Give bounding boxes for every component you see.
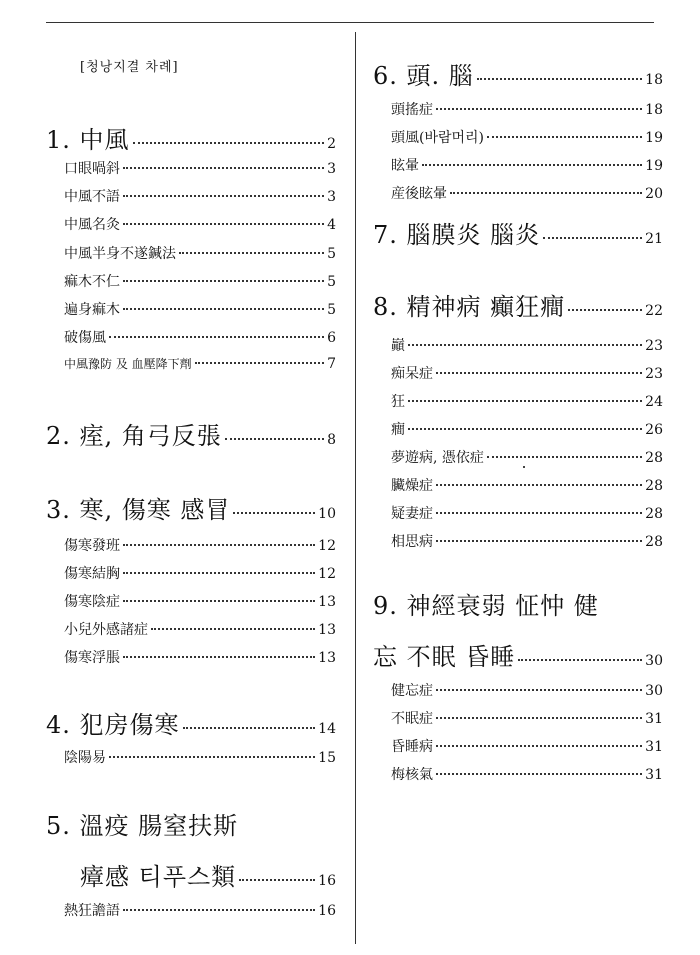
page-number: 23 xyxy=(645,338,663,354)
toc-sub-entry[interactable] xyxy=(64,591,336,611)
page-number: 30 xyxy=(645,653,663,669)
dot-leader xyxy=(123,544,315,546)
dot-leader xyxy=(183,727,316,729)
dot-leader xyxy=(133,142,325,144)
entry-label: 中風名灸 xyxy=(64,217,120,233)
entry-label: 不眠症 xyxy=(391,711,433,727)
toc-sub-entry[interactable] xyxy=(391,680,663,700)
dot-leader xyxy=(225,438,324,440)
dot-leader xyxy=(239,879,315,881)
entry-label: 熱狂譫語 xyxy=(64,903,120,919)
toc-chapter-entry[interactable] xyxy=(46,120,336,155)
entry-label: 傷寒陰症 xyxy=(64,594,120,610)
toc-sub-entry[interactable] xyxy=(64,327,336,347)
page-number: 16 xyxy=(318,903,336,919)
entry-label: 痴呆症 xyxy=(391,366,433,382)
dot-leader xyxy=(436,484,642,486)
page-number: 6 xyxy=(327,330,336,346)
toc-chapter-entry[interactable] xyxy=(373,56,663,91)
entry-label: 遍身痲木 xyxy=(64,302,120,318)
entry-label: 3. 寒, 傷寒 感冒 xyxy=(46,496,231,524)
page-number: 22 xyxy=(645,303,663,319)
dot-leader xyxy=(123,909,315,911)
chapter-heading-line: 5. 溫疫 腸窒扶斯 xyxy=(46,812,239,840)
dot-leader xyxy=(436,540,642,542)
chapter-heading-line: 9. 神經衰弱 怔忡 健 xyxy=(373,592,599,620)
dot-leader xyxy=(123,656,315,658)
page-number: 4 xyxy=(327,217,336,233)
page-number: 3 xyxy=(327,161,336,177)
dot-leader xyxy=(436,689,642,691)
toc-sub-entry[interactable] xyxy=(64,535,336,555)
dot-leader xyxy=(543,237,642,239)
toc-sub-entry[interactable] xyxy=(64,243,336,263)
toc-sub-entry[interactable] xyxy=(391,127,663,147)
toc-chapter-entry[interactable] xyxy=(46,490,336,525)
toc-sub-entry[interactable] xyxy=(64,563,336,583)
toc-sub-entry[interactable] xyxy=(391,736,663,756)
toc-chapter-entry[interactable] xyxy=(373,287,663,322)
toc-sub-entry[interactable] xyxy=(391,363,663,383)
page-number: 7 xyxy=(327,356,336,372)
page-number: 28 xyxy=(645,506,663,522)
entry-label: 頭搖症 xyxy=(391,102,433,118)
toc-sub-entry[interactable] xyxy=(64,900,336,920)
page-number: 31 xyxy=(645,711,663,727)
toc-sub-entry[interactable] xyxy=(391,531,663,551)
toc-sub-entry[interactable] xyxy=(391,708,663,728)
page-number: 13 xyxy=(318,622,336,638)
toc-sub-entry[interactable] xyxy=(391,447,663,467)
toc-chapter-entry[interactable] xyxy=(373,215,663,250)
dot-leader xyxy=(123,223,324,225)
dot-leader xyxy=(487,456,642,458)
toc-chapter-entry[interactable] xyxy=(46,416,336,451)
page-number: 12 xyxy=(318,566,336,582)
toc-sub-entry[interactable] xyxy=(391,475,663,495)
column-divider xyxy=(355,32,356,944)
dot-leader xyxy=(568,309,642,311)
toc-sub-entry[interactable] xyxy=(391,99,663,119)
entry-label: 痲木不仁 xyxy=(64,274,120,290)
toc-sub-entry[interactable] xyxy=(391,335,663,355)
stray-dot xyxy=(523,466,525,468)
entry-label: 6. 頭. 腦 xyxy=(373,62,474,90)
entry-label: 夢遊病, 憑依症 xyxy=(391,450,484,466)
page-number: 28 xyxy=(645,534,663,550)
dot-leader xyxy=(123,308,324,310)
dot-leader xyxy=(408,428,642,430)
toc-chapter-entry[interactable] xyxy=(46,705,336,740)
entry-label: 中風豫防 及 血壓降下劑 xyxy=(64,357,192,371)
entry-label: 陰陽易 xyxy=(64,750,106,766)
entry-label: 巓 xyxy=(391,338,405,354)
page-number: 15 xyxy=(318,750,336,766)
dot-leader xyxy=(179,252,324,254)
dot-leader xyxy=(123,167,324,169)
page-number: 13 xyxy=(318,594,336,610)
page-number: 16 xyxy=(318,873,336,889)
toc-sub-entry[interactable] xyxy=(64,158,336,178)
page-number: 24 xyxy=(645,394,663,410)
entry-label: 産後眩暈 xyxy=(391,186,447,202)
page-number: 2 xyxy=(327,136,336,152)
page-number: 19 xyxy=(645,130,663,146)
toc-sub-entry[interactable] xyxy=(64,619,336,639)
dot-leader xyxy=(233,512,315,514)
entry-label: 健忘症 xyxy=(391,683,433,699)
page-number: 5 xyxy=(327,274,336,290)
page-number: 3 xyxy=(327,189,336,205)
toc-sub-entry[interactable] xyxy=(64,214,336,234)
dot-leader xyxy=(450,192,642,194)
page-number: 13 xyxy=(318,650,336,666)
entry-label: 瘴感 티푸스類 xyxy=(80,863,237,891)
page-number: 28 xyxy=(645,478,663,494)
page-number: 18 xyxy=(645,72,663,88)
dot-leader xyxy=(408,400,642,402)
dot-leader xyxy=(436,773,642,775)
dot-leader xyxy=(436,745,642,747)
dot-leader xyxy=(487,136,642,138)
dot-leader xyxy=(408,344,642,346)
page-number: 28 xyxy=(645,450,663,466)
entry-label: 小兒外感諸症 xyxy=(64,622,148,638)
entry-label: 忘 不眠 昏睡 xyxy=(373,643,516,671)
dot-leader xyxy=(436,512,642,514)
entry-label: 中風半身不遂鍼法 xyxy=(64,246,176,262)
toc-chapter-entry[interactable] xyxy=(373,637,663,672)
dot-leader xyxy=(195,362,324,364)
dot-leader xyxy=(151,628,315,630)
entry-label: 1. 中風 xyxy=(46,126,130,154)
entry-label: 眩暈 xyxy=(391,158,419,174)
dot-leader xyxy=(518,659,642,661)
toc-sub-entry[interactable] xyxy=(64,355,336,372)
toc-sub-entry[interactable] xyxy=(64,647,336,667)
entry-label: 相思病 xyxy=(391,534,433,550)
toc-title: [청낭지결 차례] xyxy=(80,60,179,75)
entry-label: 昏睡病 xyxy=(391,739,433,755)
toc-sub-entry[interactable] xyxy=(391,391,663,411)
toc-sub-entry[interactable] xyxy=(391,419,663,439)
toc-sub-entry[interactable] xyxy=(391,155,663,175)
entry-label: 傷寒發班 xyxy=(64,538,120,554)
dot-leader xyxy=(123,195,324,197)
dot-leader xyxy=(422,164,642,166)
page-number: 5 xyxy=(327,246,336,262)
entry-label: 口眼喎斜 xyxy=(64,161,120,177)
dot-leader xyxy=(436,717,642,719)
toc-sub-entry[interactable] xyxy=(64,747,336,767)
page-number: 31 xyxy=(645,767,663,783)
entry-label: 7. 腦膜炎 腦炎 xyxy=(373,221,541,249)
entry-label: 梅核氣 xyxy=(391,767,433,783)
page-number: 31 xyxy=(645,739,663,755)
toc-sub-entry[interactable] xyxy=(64,186,336,206)
dot-leader xyxy=(123,572,315,574)
dot-leader xyxy=(109,336,324,338)
page-number: 12 xyxy=(318,538,336,554)
dot-leader xyxy=(477,78,642,80)
entry-label: 破傷風 xyxy=(64,330,106,346)
toc-sub-entry[interactable] xyxy=(64,299,336,319)
entry-label: 頭風(바람머리) xyxy=(391,130,485,146)
entry-label: 4. 犯房傷寒 xyxy=(46,711,180,739)
toc-chapter-entry[interactable] xyxy=(80,857,336,892)
dot-leader xyxy=(436,372,642,374)
toc-sub-entry[interactable] xyxy=(391,503,663,523)
toc-sub-entry[interactable] xyxy=(391,764,663,784)
page-number: 14 xyxy=(318,721,336,737)
page-number: 21 xyxy=(645,231,663,247)
entry-label: 疑妻症 xyxy=(391,506,433,522)
dot-leader xyxy=(436,108,642,110)
page-number: 10 xyxy=(318,506,336,522)
entry-label: 2. 痓, 角弓反張 xyxy=(46,422,222,450)
toc-sub-entry[interactable] xyxy=(64,271,336,291)
entry-label: 臟燥症 xyxy=(391,478,433,494)
dot-leader xyxy=(123,280,324,282)
top-rule xyxy=(46,22,654,23)
dot-leader xyxy=(123,600,315,602)
entry-label: 傷寒浮脹 xyxy=(64,650,120,666)
page-number: 8 xyxy=(327,432,336,448)
entry-label: 狂 xyxy=(391,394,405,410)
page-number: 5 xyxy=(327,302,336,318)
toc-sub-entry[interactable] xyxy=(391,183,663,203)
page-number: 26 xyxy=(645,422,663,438)
page-number: 19 xyxy=(645,158,663,174)
page-number: 23 xyxy=(645,366,663,382)
page-number: 20 xyxy=(645,186,663,202)
entry-label: 8. 精神病 癲狂癎 xyxy=(373,293,566,321)
dot-leader xyxy=(109,756,315,758)
page-number: 18 xyxy=(645,102,663,118)
entry-label: 中風不語 xyxy=(64,189,120,205)
entry-label: 癎 xyxy=(391,422,405,438)
page-number: 30 xyxy=(645,683,663,699)
entry-label: 傷寒結胸 xyxy=(64,566,120,582)
